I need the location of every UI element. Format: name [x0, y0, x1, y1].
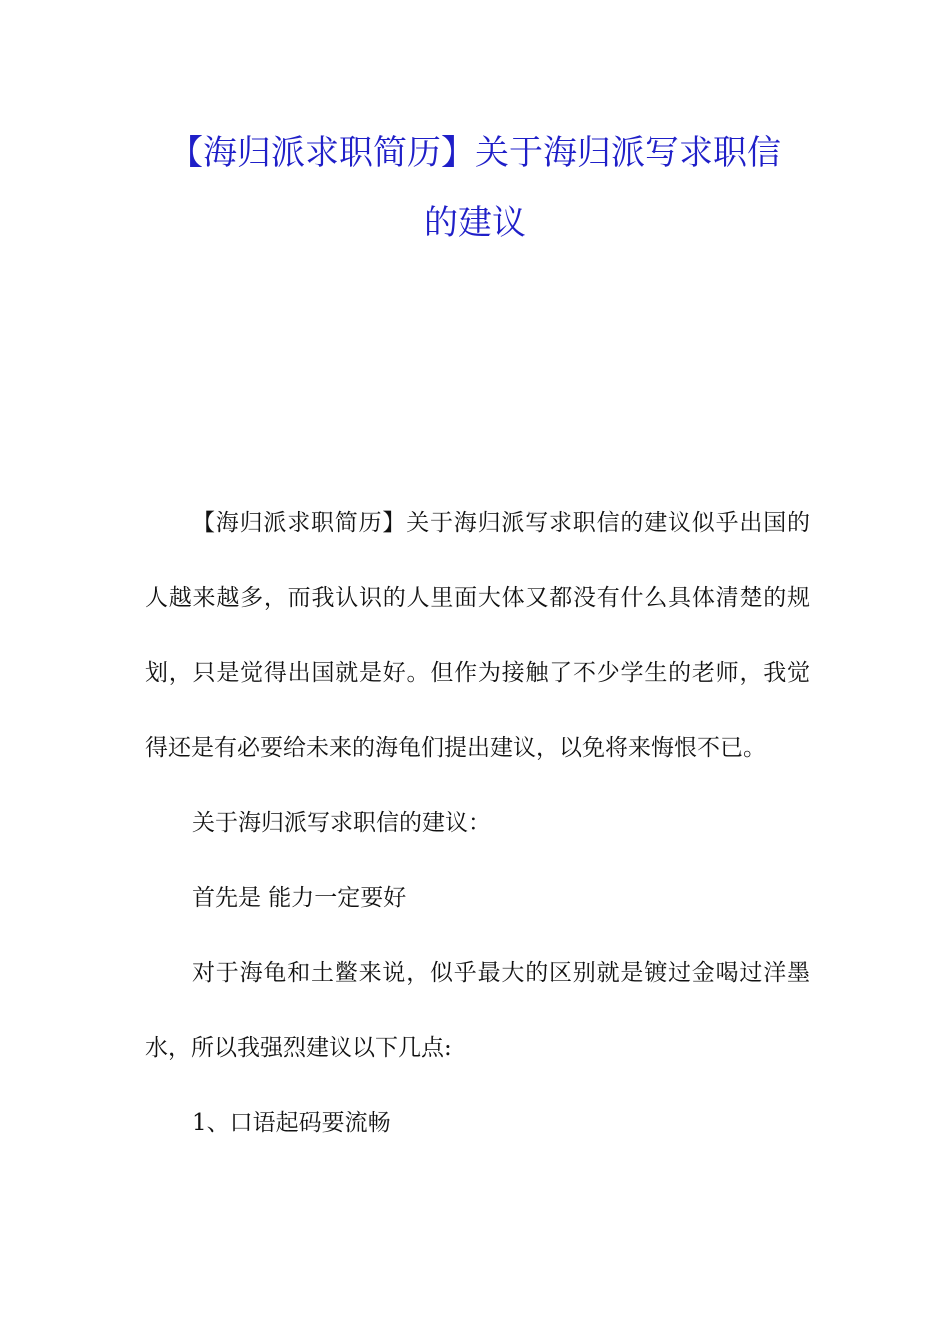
title-line-2: 的建议	[424, 203, 526, 243]
document-body	[145, 486, 810, 1161]
title-line-1: 【海归派求职简历】关于海归派写求职信	[169, 133, 781, 173]
body-paragraph: 对于海龟和土鳖来说，似乎最大的区别就是镀过金喝过洋墨水，所以我强烈建议以下几点:	[145, 960, 810, 1061]
point-heading: 首先是 能力一定要好	[192, 885, 407, 911]
section-heading: 关于海归派写求职信的建议：	[192, 810, 491, 836]
intro-paragraph: 【海归派求职简历】关于海归派写求职信的建议似乎出国的人越来越多，而我认识的人里面大体又都没有什么具体清楚的规划，只是觉得出国就是好。但作为接触了不少学生的老师，我觉得还是有必要给未来的海龟们提出建议，以免将来悔恨不已。	[145, 510, 810, 761]
document-title	[140, 118, 810, 258]
list-item: 1、口语起码要流畅	[192, 1110, 391, 1136]
